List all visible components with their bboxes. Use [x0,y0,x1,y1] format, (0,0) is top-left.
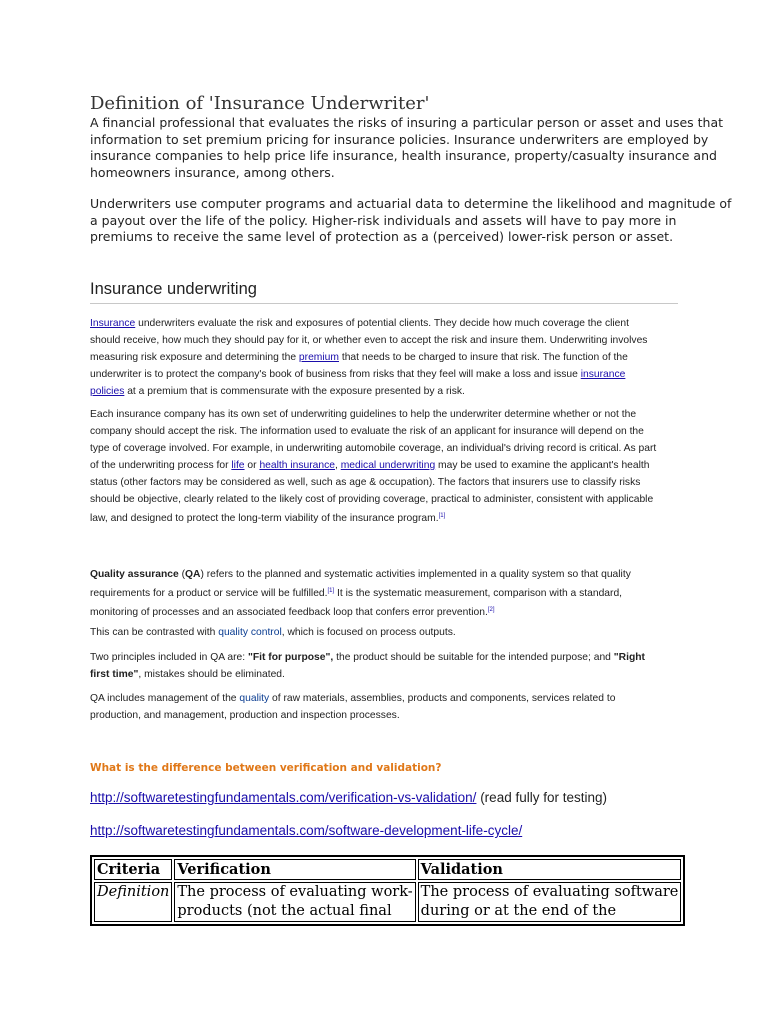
text-span: Two principles included in QA are: [90,652,248,663]
text-span: underwriter is to protect the company's book of business from risks that they feel will make a loss and issue [90,369,581,380]
text-line: A financial professional that evaluates the risks of insuring a particular person or asset and uses that [90,115,724,130]
text-line: Each insurance company has its own set of underwriting guidelines to help the underwriter determine whether or not the [90,409,637,420]
reference-link[interactable]: [1] [438,513,446,519]
underwriting-paragraph-2 [90,406,682,527]
table-row [94,882,681,922]
text-line [90,649,682,666]
text-line [90,583,682,602]
bold-term: "Right [613,652,645,663]
text-span: the product should be suitable for the intended purpose; and [333,652,614,663]
link-sdlc[interactable]: http://softwaretestingfundamentals.com/software-development-life-cycle/ [90,823,523,838]
qa-paragraph-3 [90,649,682,683]
header-verification: Verification [174,859,415,880]
text-line: should receive, how much they should pay for it, or whether even to accept the risk and insure them. Underwriting involves [90,335,648,346]
url-note: (read fully for testing) [476,790,607,805]
text-line: Underwriters use computer programs and actuarial data to determine the likelihood and magnitude of [90,196,732,211]
section-divider [90,303,678,304]
text-span: of raw materials, assemblies, products and components, services related to [269,693,616,704]
text-line: production, and management, production and inspection processes. [90,710,400,721]
text-line: information to set premium pricing for insurance policies. Insurance underwriters are employed by [90,131,709,147]
cell-validation [418,882,682,922]
underwriting-paragraph-1 [90,315,682,400]
text-span: at a premium that is commensurate with the exposure presented by a risk. [124,386,465,397]
cell-line: The process of evaluating work- [177,884,413,900]
bold-term: QA [185,569,201,580]
header-validation: Validation [418,859,682,880]
text-line [90,315,682,332]
text-line [90,349,682,366]
cell-line: during or at the end of the [420,903,617,919]
text-line: a payout over the life of the policy. Higher-risk individuals and assets will have to pay more in [90,212,677,228]
section-title-underwriting: Insurance underwriting [90,280,257,298]
cell-verification [174,882,415,922]
text-span: law, and designed to protect the long-term viability of the insurance program. [90,513,439,524]
comparison-table [90,855,685,926]
bold-term: Quality assurance [90,569,179,580]
text-line [90,602,682,621]
text-line: insurance companies to help price life insurance, health insurance, property/casualty insurance and [90,148,717,164]
bold-term: first time" [90,669,139,680]
reference-link[interactable]: [2] [487,607,495,613]
link-quality[interactable]: quality [239,693,270,704]
definition-paragraph-1 [90,115,724,182]
section-title-definition: Definition of 'Insurance Underwriter' [90,93,430,114]
bold-term: "Fit for purpose", [247,652,334,663]
text-span: It is the systematic measurement, comparison with a standard, [334,588,623,599]
text-line: status (other factors may be considered as well, such as age & occupation). The factors that insurers use to classify risks [90,477,641,488]
question-heading: What is the difference between verification and validation? [90,762,442,774]
link-health-insurance[interactable]: health insurance [259,460,335,471]
text-line: premiums to receive the same level of protection as a (perceived) lower-risk person or asset. [90,229,674,245]
link-quality-control[interactable]: quality control [218,627,282,638]
qa-paragraph-2 [90,624,682,641]
text-span: measuring risk exposure and determining the [90,352,299,363]
url-line-1 [90,790,607,805]
url-line-2 [90,823,522,838]
text-line [90,457,682,474]
text-span: QA includes management of the [90,693,240,704]
text-line [90,366,682,383]
text-line: should be objective, clearly related to the likely cost of providing coverage, practical to administer, consistent with applicable [90,494,654,505]
header-criteria: Criteria [94,859,172,880]
text-line: homeowners insurance, among others. [90,165,335,181]
text-line [90,666,682,683]
text-span: ( [178,569,186,580]
link-medical-underwriting[interactable]: medical underwriting [340,460,436,471]
link-insurance-policies[interactable]: insurance [580,369,626,380]
cell-criteria: Definition [94,882,172,922]
link-life[interactable]: life [231,460,245,471]
text-span: underwriters evaluate the risk and exposures of potential clients. They decide how much coverage the client [135,318,629,329]
text-span: ) refers to the planned and systematic activities implemented in a quality system so that quality [200,569,631,580]
text-line: company should accept the risk. The information used to evaluate the risk of an applicant for insurance will depend on the [90,426,644,437]
text-span: , which is focused on process outputs. [281,627,456,638]
qa-paragraph-4 [90,690,682,724]
text-span: that needs to be charged to insure that risk. The function of the [338,352,628,363]
definition-paragraph-2 [90,196,732,246]
text-line: type of coverage involved. For example, in underwriting automobile coverage, an individual's driving record is critical. As part [90,443,657,454]
reference-link[interactable]: [1] [327,588,335,594]
qa-paragraph-1 [90,566,682,621]
text-span: or [244,460,260,471]
text-line [90,566,682,583]
text-span: , mistakes should be eliminated. [138,669,285,680]
text-line [90,624,682,641]
text-span: requirements for a product or service will be fulfilled. [90,588,328,599]
link-insurance[interactable]: Insurance [90,318,136,329]
cell-line: products (not the actual final [177,903,392,919]
text-span: of the underwriting process for [90,460,232,471]
text-line [90,383,682,400]
text-span: , [335,460,341,471]
text-span: monitoring of processes and an associated feedback loop that confers error prevention. [90,607,488,618]
table-header-row [94,859,681,880]
link-premium[interactable]: premium [298,352,339,363]
link-insurance-policies-cont[interactable]: policies [90,386,125,397]
text-span: This can be contrasted with [90,627,219,638]
text-span: may be used to examine the applicant's health [435,460,650,471]
text-line [90,508,682,527]
text-line [90,690,682,707]
link-verification-vs-validation[interactable]: http://softwaretestingfundamentals.com/verification-vs-validation/ [90,790,477,805]
cell-line: The process of evaluating software [420,884,679,900]
